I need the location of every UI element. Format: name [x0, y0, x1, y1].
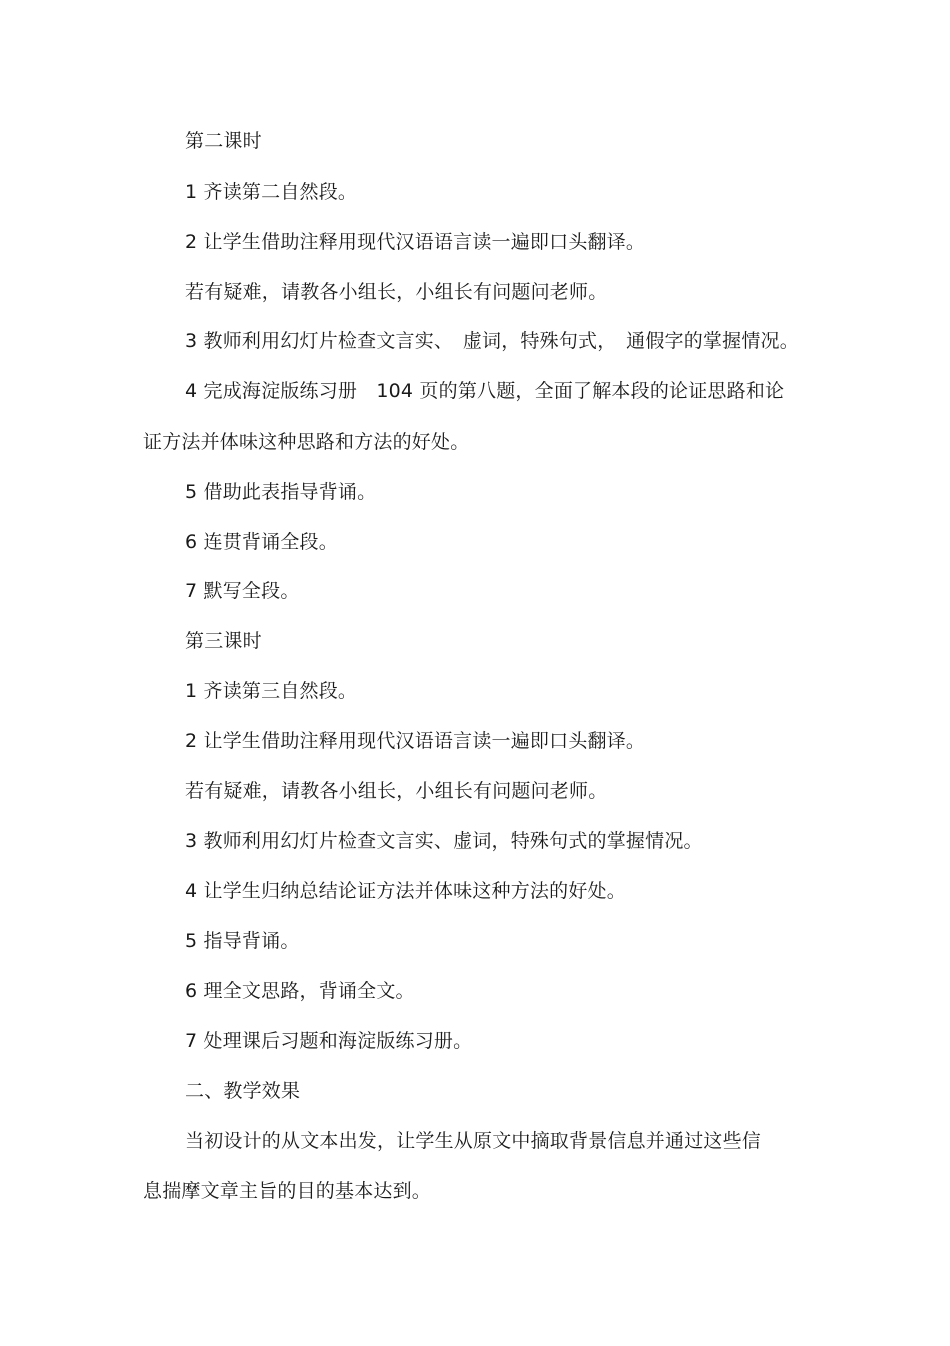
section-heading-third-lesson: 第三课时	[185, 630, 262, 652]
section-heading-teaching-effect: 二、教学效果	[185, 1080, 301, 1102]
paragraph-line: 当初设计的从文本出发，让学生从原文中摘取背景信息并通过这些信	[185, 1130, 762, 1152]
paragraph-line: 4 让学生归纳总结论证方法并体味这种方法的好处。	[185, 880, 626, 902]
paragraph-line: 1 齐读第二自然段。	[185, 181, 358, 203]
paragraph-line: 5 借助此表指导背诵。	[185, 481, 377, 503]
paragraph-line: 6 理全文思路，背诵全文。	[185, 980, 415, 1002]
paragraph-line: 若有疑难，请教各小组长，小组长有问题问老师。	[185, 281, 608, 303]
paragraph-line: 2 让学生借助注释用现代汉语语言读一遍即口头翻译。	[185, 730, 646, 752]
paragraph-line: 3 教师利用幻灯片检查文言实、 虚词，特殊句式， 通假字的掌握情况。	[185, 330, 799, 352]
paragraph-line: 5 指导背诵。	[185, 930, 300, 952]
paragraph-line: 3 教师利用幻灯片检查文言实、虚词，特殊句式的掌握情况。	[185, 830, 703, 852]
paragraph-line: 7 处理课后习题和海淀版练习册。	[185, 1030, 473, 1052]
section-heading-second-lesson: 第二课时	[185, 130, 262, 152]
paragraph-line: 4 完成海淀版练习册 104 页的第八题，全面了解本段的论证思路和论	[185, 380, 785, 402]
paragraph-line: 7 默写全段。	[185, 580, 300, 602]
paragraph-line-continuation: 息揣摩文章主旨的目的基本达到。	[143, 1180, 432, 1202]
paragraph-line: 1 齐读第三自然段。	[185, 680, 358, 702]
paragraph-line: 2 让学生借助注释用现代汉语语言读一遍即口头翻译。	[185, 231, 646, 253]
paragraph-line: 6 连贯背诵全段。	[185, 531, 338, 553]
paragraph-line-continuation: 证方法并体味这种思路和方法的好处。	[143, 431, 470, 453]
paragraph-line: 若有疑难，请教各小组长，小组长有问题问老师。	[185, 780, 608, 802]
